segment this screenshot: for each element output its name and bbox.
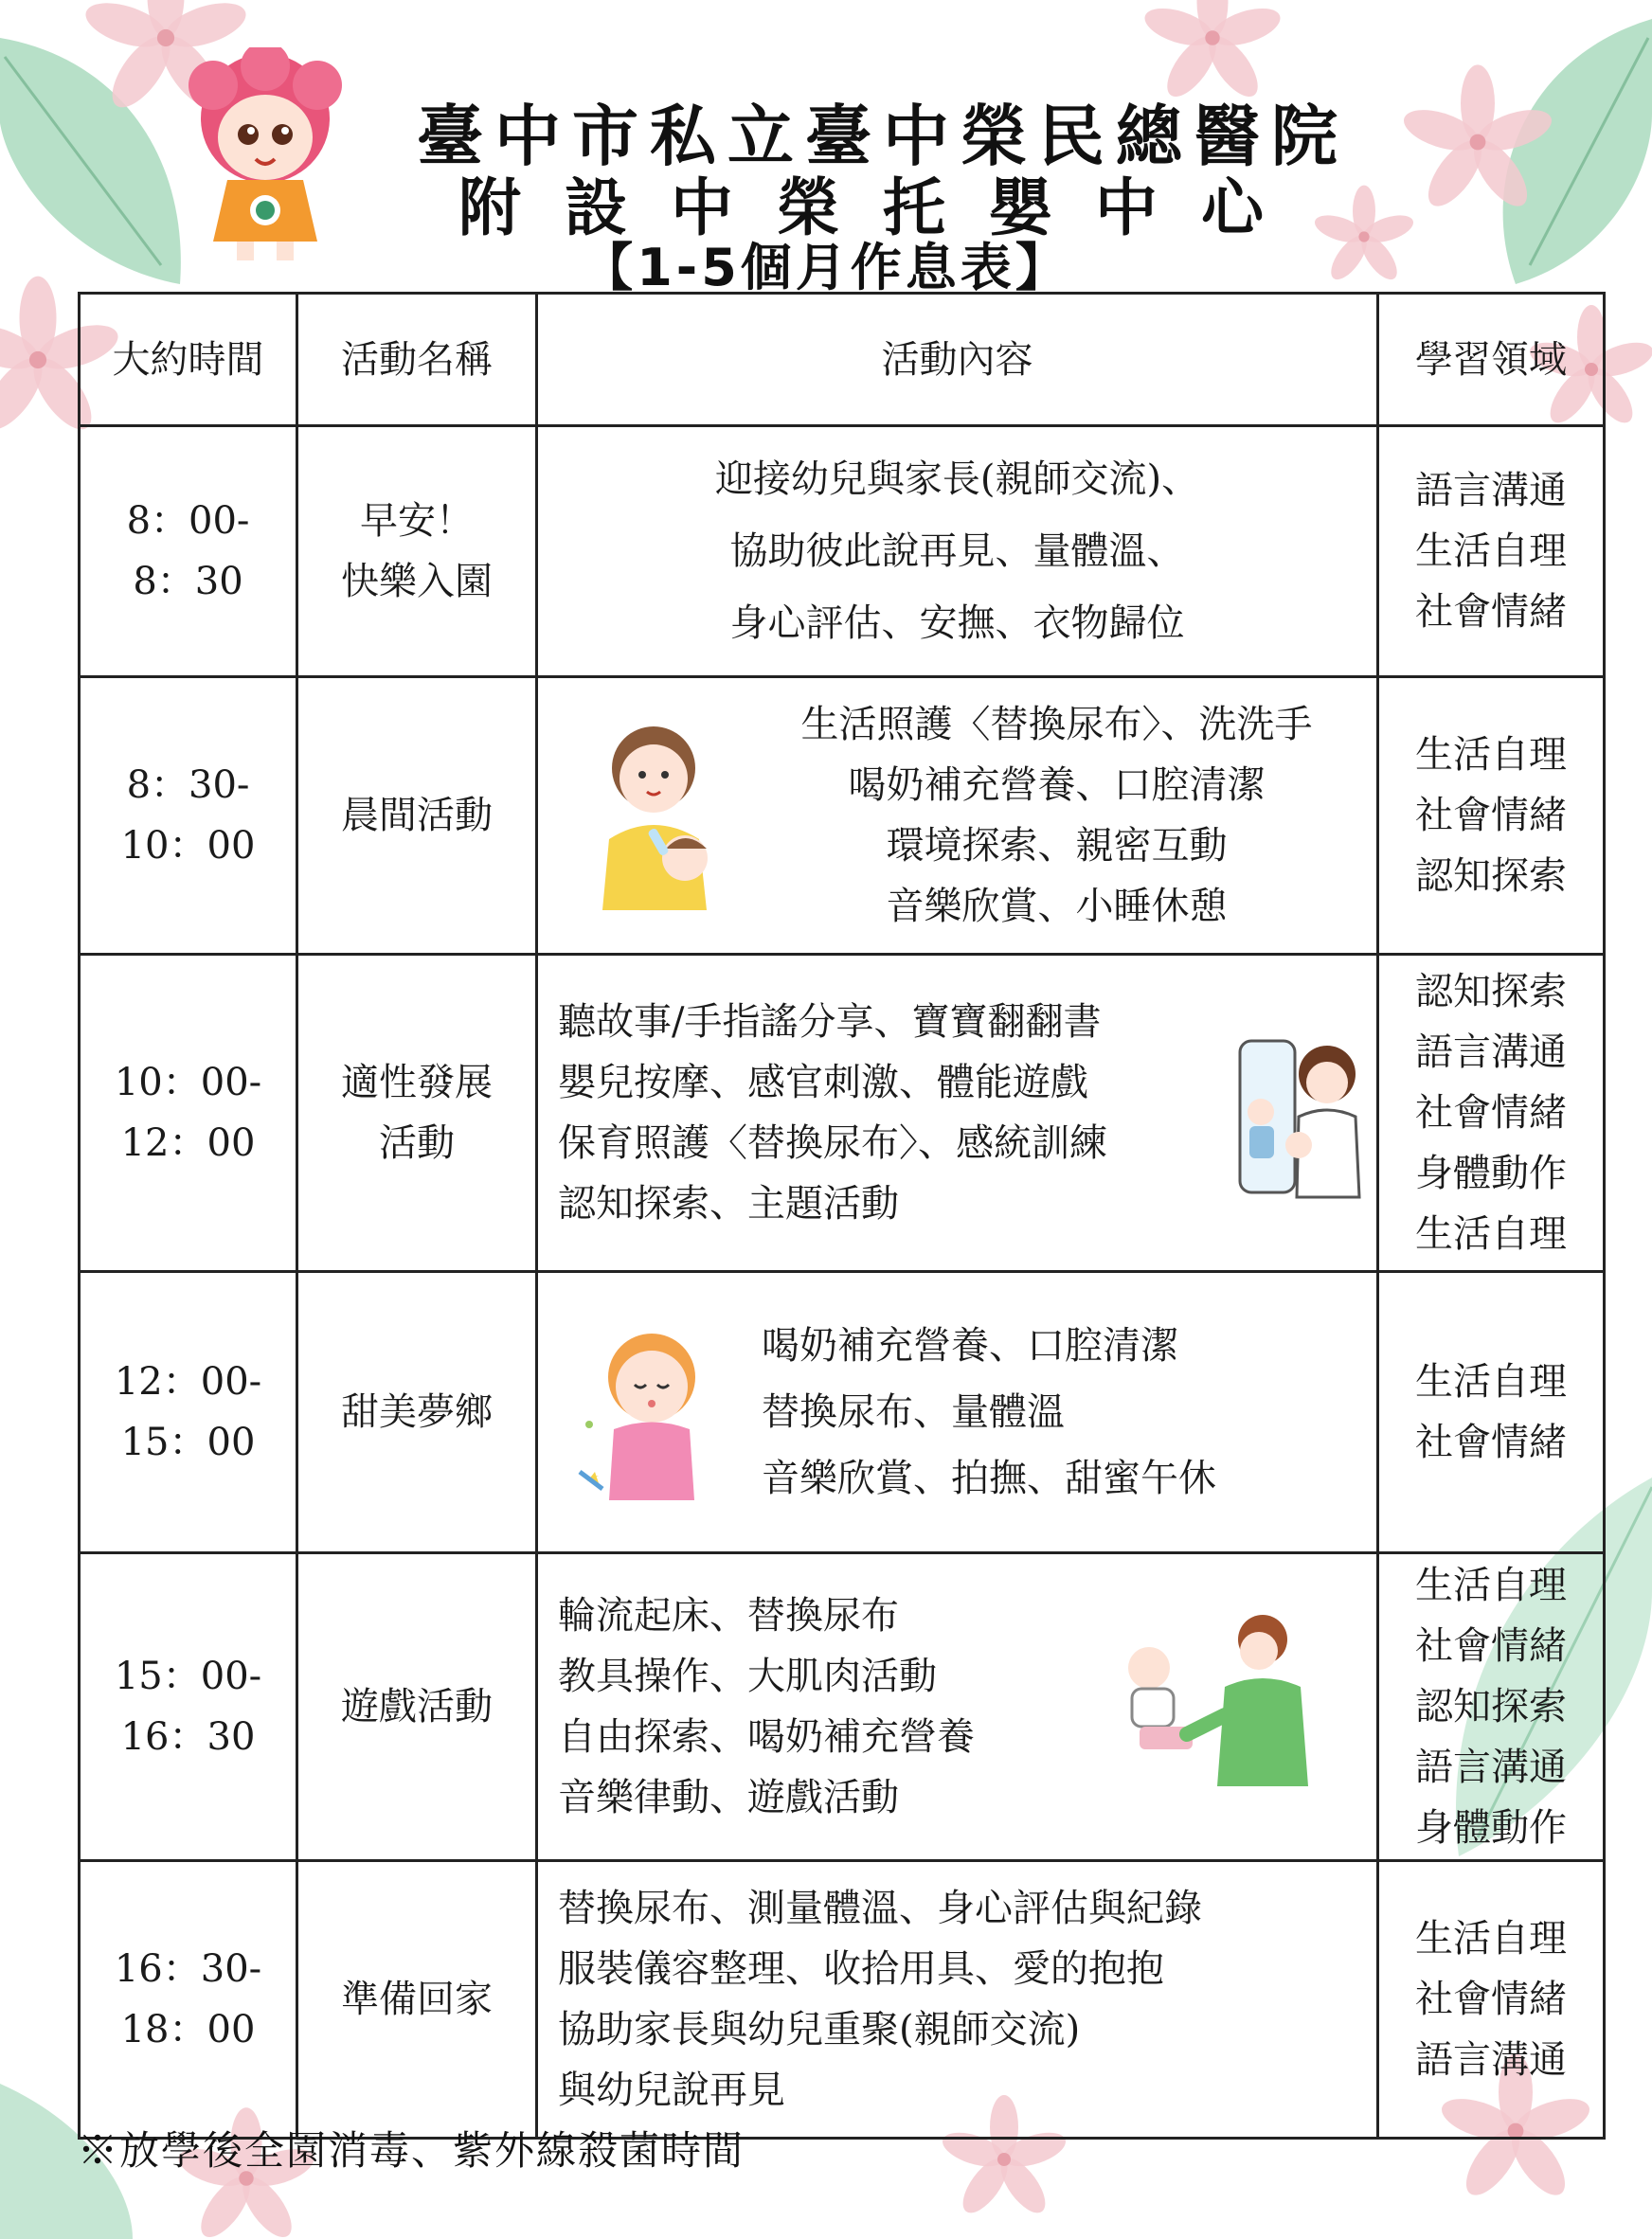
header-row bbox=[80, 294, 1605, 426]
activity-name-cell: 準備回家 bbox=[297, 1861, 537, 2139]
learning-area-cell: 生活自理 社會情緒 語言溝通 bbox=[1378, 1861, 1605, 2139]
time-cell: 8：30- 10：00 bbox=[80, 677, 297, 955]
learning-area-cell: 語言溝通 生活自理 社會情緒 bbox=[1378, 426, 1605, 677]
activity-content-cell: 迎接幼兒與家長(親師交流)、 協助彼此說再見、量體溫、 身心評估、安撫、衣物歸位 bbox=[537, 426, 1378, 677]
time-cell: 12：00- 15：00 bbox=[80, 1272, 297, 1553]
title-center: 附設中榮托嬰中心 bbox=[458, 171, 1307, 244]
table-row bbox=[80, 426, 1605, 677]
schedule-table bbox=[78, 292, 1606, 2140]
header-time: 大約時間 bbox=[80, 294, 297, 426]
activity-content-cell: 聽故事/手指謠分享、寶寶翻翻書 嬰兒按摩、感官刺激、體能遊戲 保育照護〈替換尿布〉、感統訓練 認知探索、主題活動 bbox=[537, 955, 1378, 1272]
activity-content-cell: 替換尿布、測量體溫、身心評估與紀錄 服裝儀容整理、收拾用具、愛的抱抱 協助家長與幼兒重聚(親師交流) 與幼兒說再見 bbox=[537, 1861, 1378, 2139]
activity-content-cell: 喝奶補充營養、口腔清潔 替換尿布、量體溫 音樂欣賞、拍撫、甜蜜午休 bbox=[537, 1272, 1378, 1553]
table-row bbox=[80, 1861, 1605, 2139]
page-header bbox=[0, 0, 1652, 297]
learning-area-cell: 生活自理 社會情緒 認知探索 bbox=[1378, 677, 1605, 955]
header-activity-content: 活動內容 bbox=[537, 294, 1378, 426]
activity-name-cell: 適性發展 活動 bbox=[297, 955, 537, 1272]
learning-area-cell: 認知探索 語言溝通 社會情緒 身體動作 生活自理 bbox=[1378, 955, 1605, 1272]
table-row bbox=[80, 677, 1605, 955]
title-schedule: 【1-5個月作息表】 bbox=[582, 238, 1070, 297]
header-activity-name: 活動名稱 bbox=[297, 294, 537, 426]
time-cell: 10：00- 12：00 bbox=[80, 955, 297, 1272]
time-cell: 16：30- 18：00 bbox=[80, 1861, 297, 2139]
activity-content-cell: 生活照護〈替換尿布〉、洗洗手 喝奶補充營養、口腔清潔 環境探索、親密互動 音樂欣賞、小睡休憩 bbox=[537, 677, 1378, 955]
table-row bbox=[80, 1553, 1605, 1861]
activity-content-cell: 輪流起床、替換尿布 教具操作、大肌肉活動 自由探索、喝奶補充營養 音樂律動、遊戲活動 bbox=[537, 1553, 1378, 1861]
table-row bbox=[80, 1272, 1605, 1553]
learning-area-cell: 生活自理 社會情緒 認知探索 語言溝通 身體動作 bbox=[1378, 1553, 1605, 1861]
header-learning-area: 學習領域 bbox=[1378, 294, 1605, 426]
time-cell: 15：00- 16：30 bbox=[80, 1553, 297, 1861]
table-row bbox=[80, 955, 1605, 1272]
time-cell: 8：00- 8：30 bbox=[80, 426, 297, 677]
activity-name-cell: 遊戲活動 bbox=[297, 1553, 537, 1861]
activity-name-cell: 早安！ 快樂入園 bbox=[297, 426, 537, 677]
disinfection-note: ※放學後全園消毒、紫外線殺菌時間 bbox=[78, 2127, 745, 2174]
learning-area-cell: 生活自理 社會情緒 bbox=[1378, 1272, 1605, 1553]
activity-name-cell: 甜美夢鄉 bbox=[297, 1272, 537, 1553]
title-hospital: 臺中市私立臺中榮民總醫院 bbox=[417, 98, 1349, 175]
activity-name-cell: 晨間活動 bbox=[297, 677, 537, 955]
